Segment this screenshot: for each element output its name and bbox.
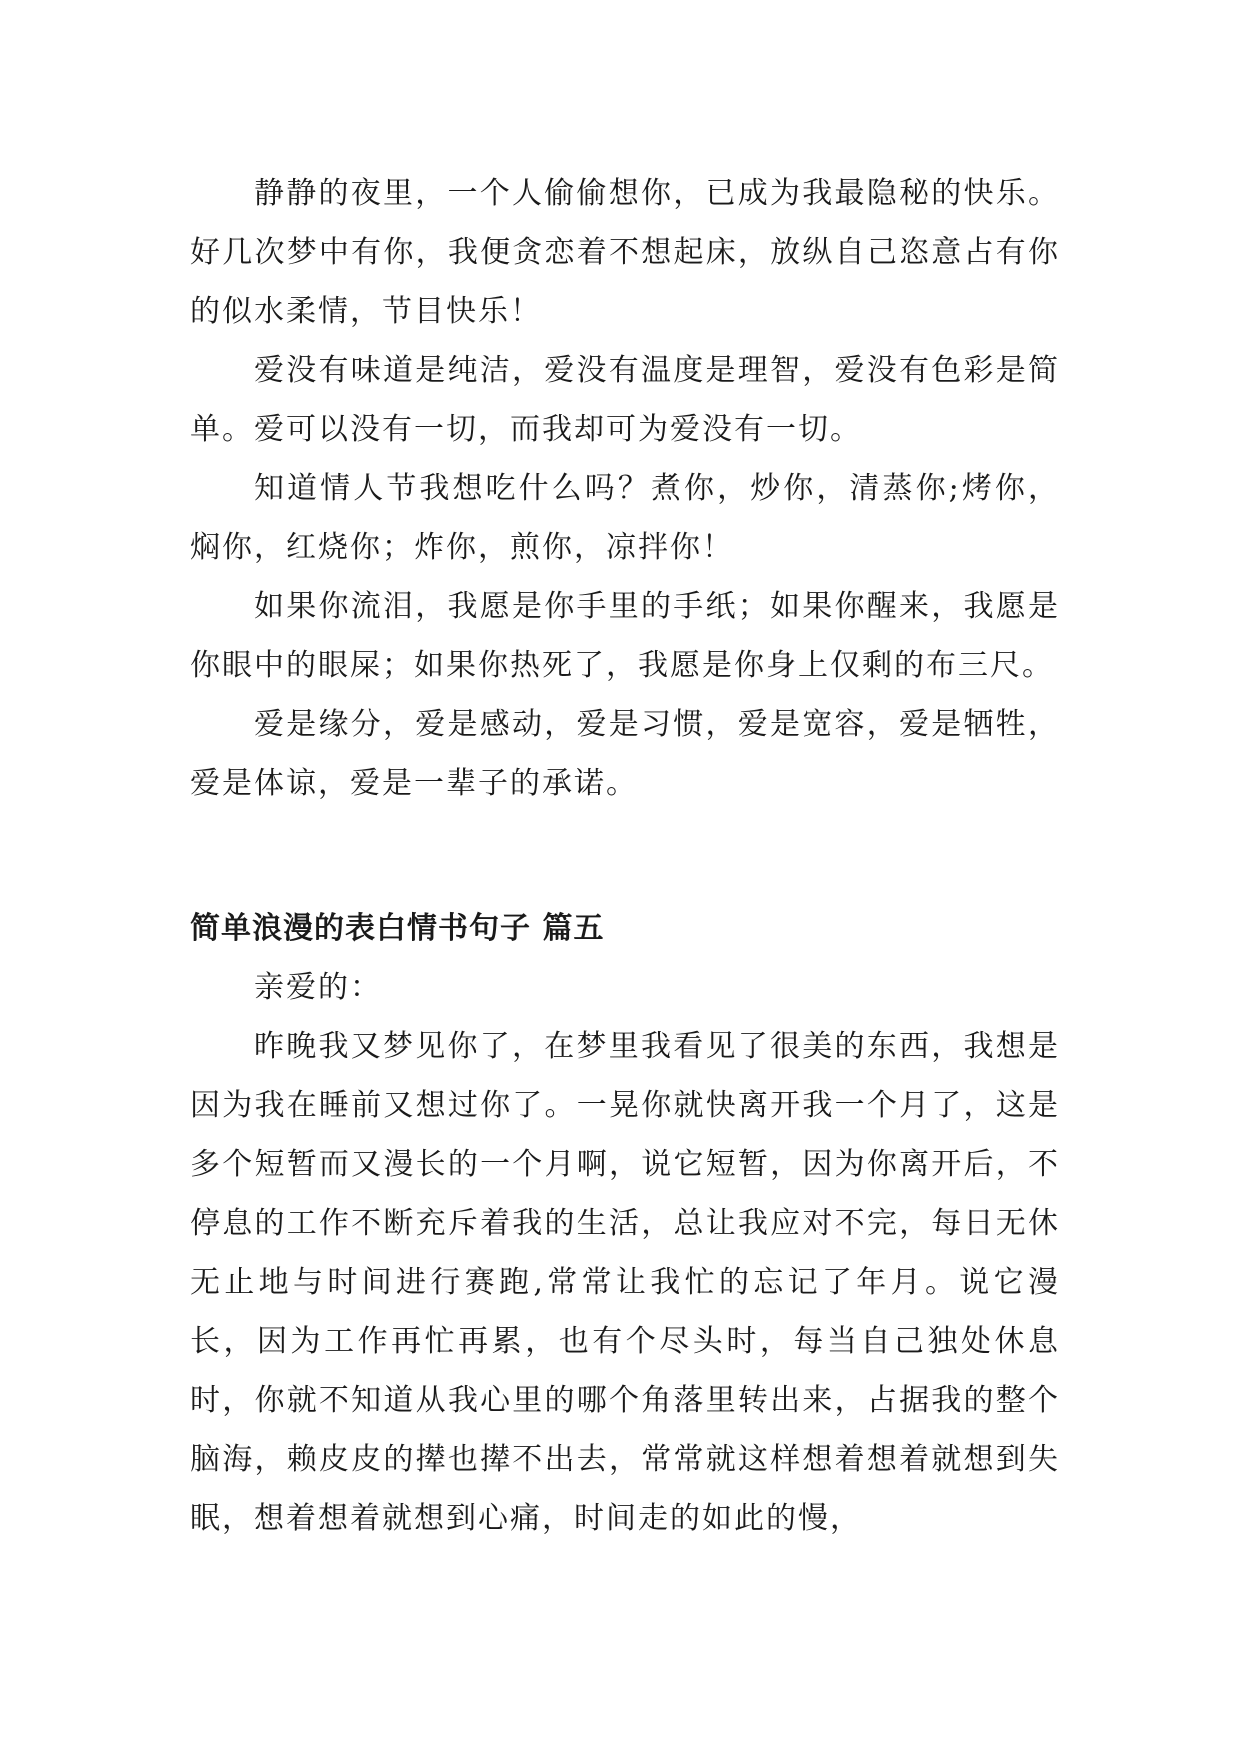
- section-spacer: [190, 813, 1060, 899]
- letter-salutation: 亲爱的：: [254, 970, 382, 1005]
- paragraph-night-thoughts: 静静的夜里，一个人偷偷想你，已成为我最隐秘的快乐。好几次梦中有你，我便贪恋着不想起床，放纵自己恣意占有你的似水柔情，节目快乐！: [190, 176, 1060, 329]
- letter-body: 昨晚我又梦见你了，在梦里我看见了很美的东西，我想是因为我在睡前又想过你了。一晃你就快离开我一个月了，这是多个短暂而又漫长的一个月啊，说它短暂，因为你离开后，不停息的工作不断充斥着我的生活，总让我应对不完，每日无休无止地与时间进行赛跑,常常让我忙的忘记了年月。说它漫长，因为工作再忙再累，也有个尽头时，每当自己独处休息时，你就不知道从我心里的哪个角落里转出来，占据我的整个脑海，赖皮皮的撵也撵不出去，常常就这样想着想着就想到失眠，想着想着就想到心痛，时间走的如此的慢，: [190, 1029, 1060, 1536]
- section-heading: 简单浪漫的表白情书句子 篇五: [190, 911, 605, 946]
- document-page: [190, 164, 1060, 1548]
- paragraph-love-is: 爱是缘分，爱是感动，爱是习惯，爱是宽容，爱是牺牲，爱是体谅，爱是一辈子的承诺。: [190, 707, 1060, 801]
- paragraph-valentines-food: 知道情人节我想吃什么吗？煮你，炒你，清蒸你;烤你，焖你，红烧你；炸你，煎你，凉拌你！: [190, 471, 1060, 565]
- paragraph-love-purity: 爱没有味道是纯洁，爱没有温度是理智，爱没有色彩是简单。爱可以没有一切，而我却可为爱没有一切。: [190, 353, 1060, 447]
- paragraph-tissue-joke: 如果你流泪，我愿是你手里的手纸；如果你醒来，我愿是你眼中的眼屎；如果你热死了，我愿是你身上仅剩的布三尺。: [190, 589, 1060, 683]
